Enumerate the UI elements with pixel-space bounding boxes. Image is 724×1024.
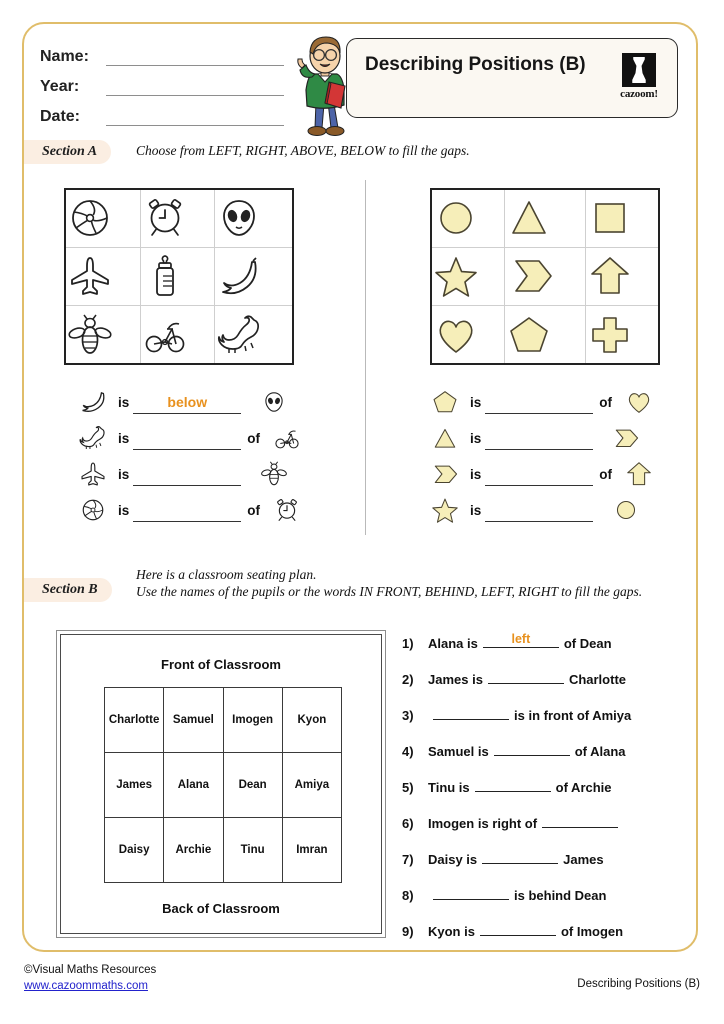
name-field-row xyxy=(40,36,290,66)
seating-plan-inner xyxy=(60,634,382,934)
seat-cell: Tinu xyxy=(223,818,282,883)
question-text xyxy=(428,776,612,795)
verb-is: is xyxy=(118,466,130,482)
answer-blank[interactable] xyxy=(480,920,556,936)
question-row xyxy=(72,384,308,420)
page-title: Describing Positions (B) xyxy=(365,54,586,75)
question-row xyxy=(72,492,308,528)
airplane-icon xyxy=(72,460,114,488)
table-row xyxy=(105,688,342,753)
question-number: 3) xyxy=(402,708,414,723)
verb-is: is xyxy=(118,394,130,410)
section-a-instruction: Choose from LEFT, RIGHT, ABOVE, BELOW to fill the gaps. xyxy=(136,143,470,158)
pentagon-shape xyxy=(424,388,466,416)
section-a-bar xyxy=(24,140,700,164)
alien-icon xyxy=(253,388,295,416)
numbered-question xyxy=(402,920,692,956)
question-post: of Imogen xyxy=(560,924,624,939)
answer-blank[interactable] xyxy=(482,848,558,864)
heart-shape xyxy=(432,312,480,358)
student-info-fields xyxy=(40,36,290,126)
chevron-shape xyxy=(424,460,466,488)
question-post: of Dean xyxy=(563,636,612,651)
question-text xyxy=(428,920,623,939)
answer-blank[interactable] xyxy=(133,427,241,450)
question-post: James xyxy=(563,852,604,867)
cell-baby-bottle xyxy=(140,247,215,305)
question-row xyxy=(72,420,308,456)
question-pre: Alana is xyxy=(428,636,478,651)
answer-blank[interactable] xyxy=(483,632,559,648)
circle-shape xyxy=(605,496,647,524)
worksheet-title-box xyxy=(346,38,678,118)
question-row xyxy=(424,456,660,492)
cell-up-arrow xyxy=(586,247,658,305)
cross-shape xyxy=(586,312,634,358)
cell-beach-ball xyxy=(66,190,140,247)
name-input-line[interactable] xyxy=(106,48,284,66)
beach-ball-icon xyxy=(66,195,114,241)
question-row xyxy=(72,456,308,492)
cell-bee xyxy=(66,306,140,363)
triangle-shape xyxy=(424,424,466,452)
question-post: of Alana xyxy=(574,744,626,759)
question-post: of Archie xyxy=(555,780,612,795)
picture-grid xyxy=(64,188,294,365)
question-row xyxy=(424,492,660,528)
verb-is: is xyxy=(470,466,482,482)
shape-grid-row xyxy=(432,306,658,363)
cell-triangle xyxy=(504,190,586,247)
numbered-question xyxy=(402,776,692,812)
cell-alarm-clock xyxy=(140,190,215,247)
dinosaur-icon xyxy=(72,424,114,452)
numbered-question xyxy=(402,884,692,920)
question-number: 5) xyxy=(402,780,414,795)
footer-left xyxy=(24,962,156,994)
answer-blank[interactable] xyxy=(475,776,551,792)
cell-pentagon xyxy=(504,306,586,363)
question-number: 8) xyxy=(402,888,414,903)
table-row xyxy=(105,753,342,818)
bicycle-icon xyxy=(266,424,308,452)
page-footer xyxy=(24,962,700,1012)
banana-icon xyxy=(215,253,263,299)
question-row xyxy=(424,384,660,420)
section-b-instruction-line2: Use the names of the pupils or the words IN FRONT, BEHIND, LEFT, RIGHT to fill the gaps. xyxy=(136,584,643,599)
question-number: 4) xyxy=(402,744,414,759)
question-pre: Samuel is xyxy=(428,744,489,759)
date-field-row xyxy=(40,96,290,126)
dinosaur-icon xyxy=(215,312,265,358)
heart-shape xyxy=(618,388,660,416)
bicycle-icon xyxy=(141,312,189,358)
front-of-classroom-label: Front of Classroom xyxy=(161,657,281,672)
question-pre: James is xyxy=(428,672,483,687)
year-field-row xyxy=(40,66,290,96)
cell-bicycle xyxy=(140,306,215,363)
seating-plan-panel xyxy=(56,630,386,938)
cell-dinosaur xyxy=(215,306,292,363)
bee-icon xyxy=(66,312,114,358)
answer-blank[interactable] xyxy=(485,463,593,486)
seat-cell: Alana xyxy=(164,753,223,818)
section-b-body xyxy=(24,628,700,948)
question-text xyxy=(428,632,612,651)
cazoommaths-link[interactable]: www.cazoommaths.com xyxy=(24,980,148,992)
answer-blank[interactable] xyxy=(485,427,593,450)
name-label: Name: xyxy=(40,48,89,65)
cazoom-logo-mark-icon xyxy=(622,53,656,87)
seat-cell: Kyon xyxy=(282,688,341,753)
up-arrow-shape xyxy=(618,459,660,489)
numbered-question xyxy=(402,812,692,848)
verb-is: is xyxy=(118,502,130,518)
question-text xyxy=(428,740,626,759)
section-b-label: Section B xyxy=(24,578,112,602)
answer-blank[interactable] xyxy=(488,668,564,684)
back-of-classroom-label: Back of Classroom xyxy=(162,901,280,916)
question-pre: Kyon is xyxy=(428,924,475,939)
seat-cell: James xyxy=(105,753,164,818)
question-text xyxy=(428,812,623,831)
shape-grid-row xyxy=(432,190,658,247)
numbered-question xyxy=(402,704,692,740)
answer-blank[interactable] xyxy=(542,812,618,828)
question-text xyxy=(428,848,604,867)
question-pre: Imogen is right of xyxy=(428,816,538,831)
question-pre: Tinu is xyxy=(428,780,470,795)
answer-blank[interactable] xyxy=(433,884,509,900)
picture-grid-row xyxy=(66,247,292,305)
seat-cell: Charlotte xyxy=(105,688,164,753)
star-shape xyxy=(432,253,480,299)
mid-word: of xyxy=(599,466,613,482)
mid-word: of xyxy=(247,502,261,518)
question-text xyxy=(428,884,606,903)
question-number: 9) xyxy=(402,924,414,939)
cell-airplane xyxy=(66,247,140,305)
seat-cell: Samuel xyxy=(164,688,223,753)
answer-text: below xyxy=(167,393,208,410)
question-row xyxy=(424,420,660,456)
answer-blank[interactable] xyxy=(433,704,509,720)
answer-blank[interactable] xyxy=(133,463,241,486)
verb-is: is xyxy=(118,430,130,446)
cazoom-vase-shape xyxy=(631,57,647,83)
section-b-bar xyxy=(24,566,700,599)
cazoom-logo xyxy=(615,53,663,105)
cell-heart xyxy=(432,306,504,363)
section-a-body xyxy=(24,176,700,546)
cell-alien xyxy=(215,190,292,247)
question-number: 7) xyxy=(402,852,414,867)
question-post: Charlotte xyxy=(568,672,626,687)
cell-chevron xyxy=(504,247,586,305)
beach-ball-icon xyxy=(72,496,114,524)
bee-icon xyxy=(253,460,295,488)
alarm-clock-icon xyxy=(141,195,189,241)
seating-plan-table xyxy=(104,687,342,883)
airplane-icon xyxy=(66,253,114,299)
seat-cell: Archie xyxy=(164,818,223,883)
section-a-right-questions xyxy=(424,384,660,528)
numbered-question xyxy=(402,632,692,668)
square-shape xyxy=(586,195,634,241)
answer-blank[interactable] xyxy=(133,499,241,522)
seat-cell: Amiya xyxy=(282,753,341,818)
question-number: 6) xyxy=(402,816,414,831)
question-number: 1) xyxy=(402,636,414,651)
seat-cell: Daisy xyxy=(105,818,164,883)
question-text xyxy=(428,704,631,723)
seat-cell: Dean xyxy=(223,753,282,818)
pentagon-shape xyxy=(505,312,553,358)
worksheet-header xyxy=(24,24,700,136)
shape-grid-row xyxy=(432,247,658,305)
worksheet-sheet xyxy=(22,22,698,952)
verb-is: is xyxy=(470,394,482,410)
cell-banana xyxy=(215,247,292,305)
answer-blank[interactable] xyxy=(485,391,593,414)
section-b-questions xyxy=(402,632,692,956)
mid-word: of xyxy=(247,430,261,446)
section-a-left-questions xyxy=(72,384,308,528)
seat-cell: Imogen xyxy=(223,688,282,753)
section-a-label: Section A xyxy=(24,140,111,164)
answer-blank[interactable] xyxy=(485,499,593,522)
picture-grid-row xyxy=(66,306,292,363)
verb-is: is xyxy=(470,430,482,446)
question-post: is behind Dean xyxy=(514,888,607,903)
section-a-divider xyxy=(365,180,366,535)
alien-icon xyxy=(215,195,263,241)
chevron-shape xyxy=(505,253,559,299)
question-text xyxy=(428,668,626,687)
cazoom-logo-wordmark: cazoom! xyxy=(620,88,658,100)
alarm-clock-icon xyxy=(266,496,308,524)
copyright-text: ©Visual Maths Resources xyxy=(24,964,157,976)
section-b-instruction-line1: Here is a classroom seating plan. xyxy=(136,567,317,582)
answer-text: left xyxy=(511,632,531,646)
answer-blank[interactable] xyxy=(494,740,570,756)
chevron-shape xyxy=(605,424,647,452)
up-arrow-shape xyxy=(586,253,634,299)
numbered-question xyxy=(402,848,692,884)
question-pre: Daisy is xyxy=(428,852,478,867)
year-label: Year: xyxy=(40,78,80,95)
numbered-question xyxy=(402,668,692,704)
banana-icon xyxy=(72,389,114,415)
question-number: 2) xyxy=(402,672,414,687)
cell-cross xyxy=(586,306,658,363)
cell-circle xyxy=(432,190,504,247)
verb-is: is xyxy=(470,502,482,518)
date-label: Date: xyxy=(40,108,81,125)
star-shape xyxy=(424,496,466,524)
year-input-line[interactable] xyxy=(106,78,284,96)
seat-cell: Imran xyxy=(282,818,341,883)
numbered-question xyxy=(402,740,692,776)
date-input-line[interactable] xyxy=(106,108,284,126)
question-post: is in front of Amiya xyxy=(514,708,632,723)
answer-blank[interactable] xyxy=(133,391,241,414)
shape-grid xyxy=(430,188,660,365)
picture-grid-row xyxy=(66,190,292,247)
baby-bottle-icon xyxy=(141,253,189,299)
cell-star xyxy=(432,247,504,305)
section-b-instruction xyxy=(136,566,642,600)
table-row xyxy=(105,818,342,883)
mid-word: of xyxy=(599,394,613,410)
cell-square xyxy=(586,190,658,247)
triangle-shape xyxy=(505,195,553,241)
footer-sheet-name: Describing Positions (B) xyxy=(577,978,700,990)
circle-shape xyxy=(432,195,480,241)
